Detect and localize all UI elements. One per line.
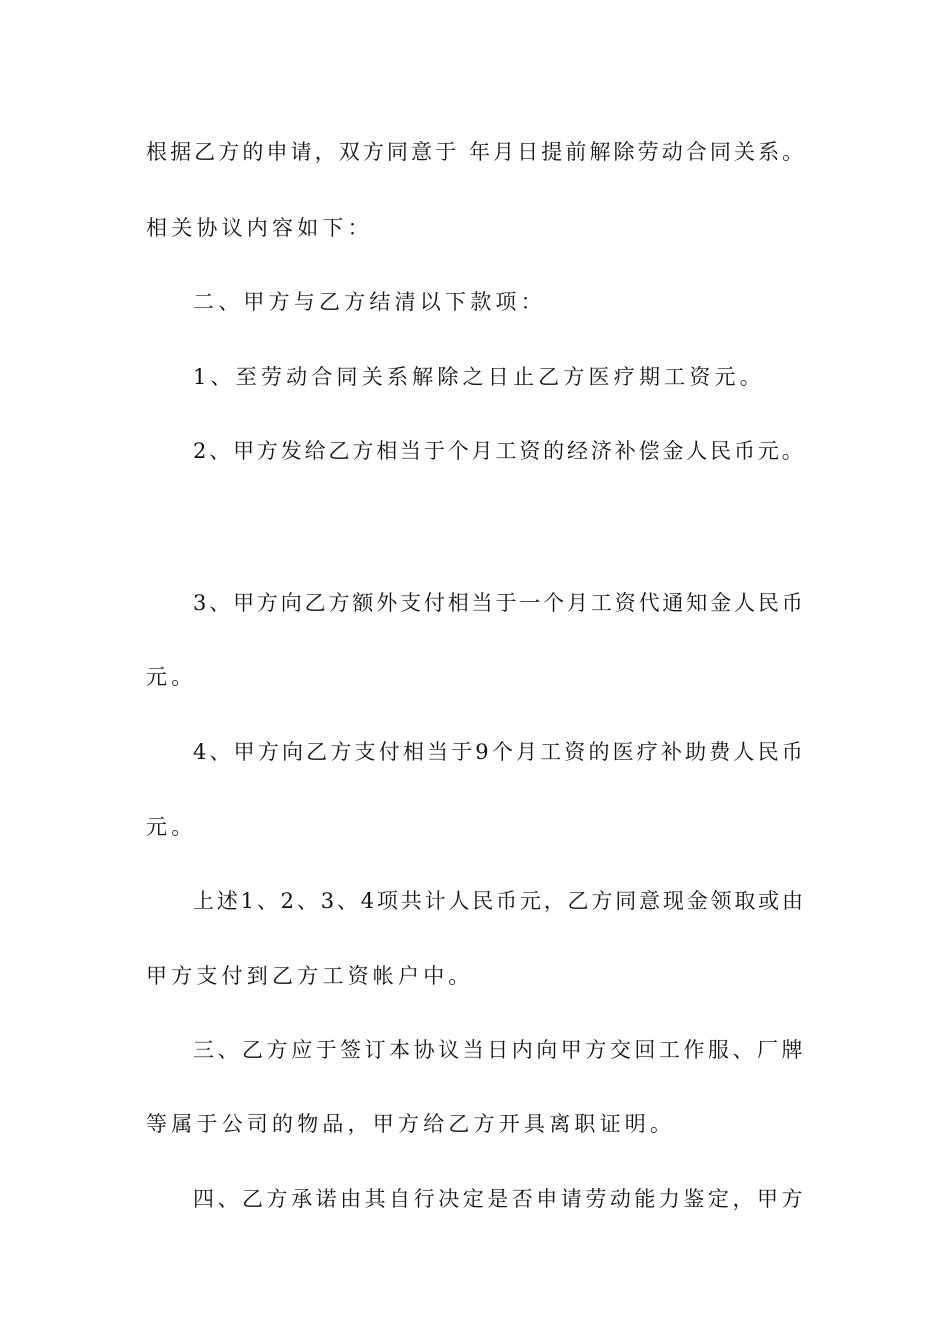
summary-paragraph: 上述1、2、3、4项共计人民币元，乙方同意现金领取或由 bbox=[193, 889, 806, 913]
list-item-1: 1、至劳动合同关系解除之日止乙方医疗期工资元。 bbox=[193, 365, 765, 389]
list-item-3: 3、甲方向乙方额外支付相当于一个月工资代通知金人民币 bbox=[193, 591, 806, 615]
section-heading-2: 二、甲方与乙方结清以下款项： bbox=[193, 290, 546, 314]
list-item-4-continued: 元。 bbox=[146, 815, 197, 839]
paragraph-line-2: 相关协议内容如下： bbox=[146, 216, 373, 240]
summary-paragraph-continued: 甲方支付到乙方工资帐户中。 bbox=[146, 964, 474, 988]
list-item-3-continued: 元。 bbox=[146, 665, 197, 689]
paragraph-line-1: 根据乙方的申请，双方同意于 年月日提前解除劳动合同关系。 bbox=[146, 140, 807, 164]
list-item-2: 2、甲方发给乙方相当于个月工资的经济补偿金人民币元。 bbox=[193, 439, 806, 463]
section-heading-3: 三、乙方应于签订本协议当日内向甲方交回工作服、厂牌 bbox=[193, 1038, 806, 1062]
list-item-4: 4、甲方向乙方支付相当于9个月工资的医疗补助费人民币 bbox=[193, 740, 806, 764]
section-3-continued: 等属于公司的物品，甲方给乙方开具离职证明。 bbox=[146, 1112, 676, 1136]
section-heading-4: 四、乙方承诺由其自行决定是否申请劳动能力鉴定，甲方 bbox=[193, 1187, 806, 1211]
